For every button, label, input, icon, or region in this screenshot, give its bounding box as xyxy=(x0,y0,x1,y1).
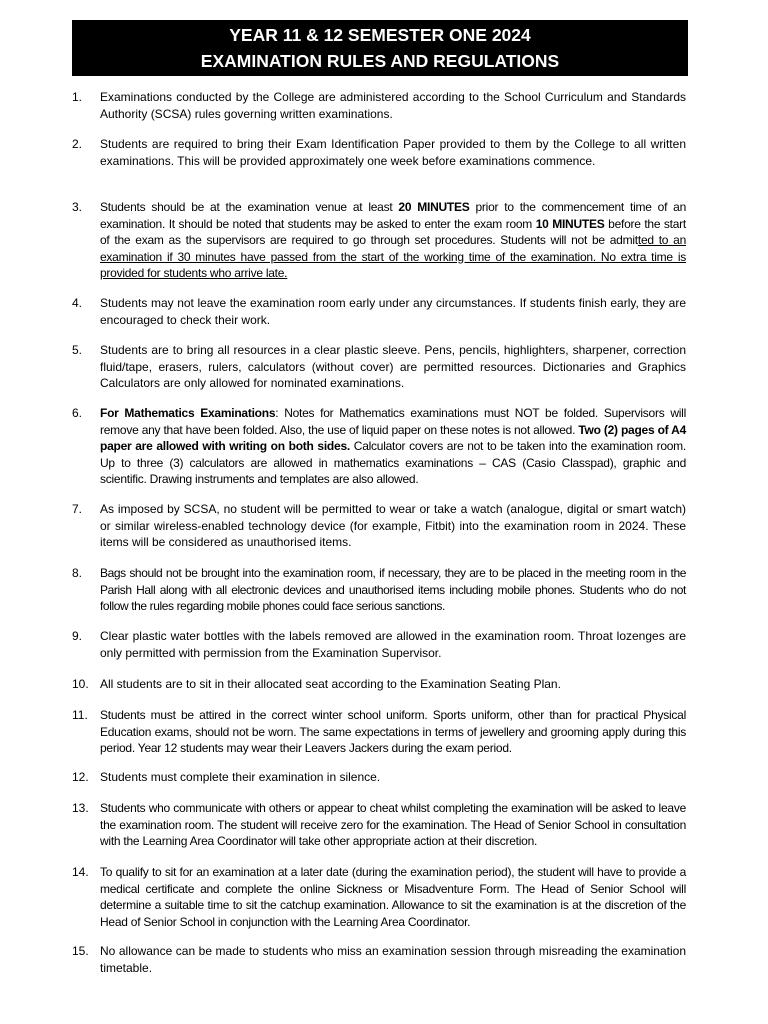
rule-number: 8. xyxy=(72,566,83,580)
rule-text: Students must complete their examination in silence. xyxy=(100,770,381,784)
rule-text-part: : Notes for Mathematics examinations must NOT be folded. Supervisors will remove any that have been folded. Also, the use of liquid paper on these notes is not allowed. xyxy=(100,406,686,437)
rule-number: 11. xyxy=(72,708,88,722)
rule-number: 3. xyxy=(72,200,83,214)
rule-text-part: prior to the commencement time of an examination. It should be noted that students may be asked to enter the exam room xyxy=(100,200,686,231)
rule-number: 4. xyxy=(72,296,83,310)
rule-text: Clear plastic water bottles with the labels removed are allowed in the examination room. Throat lozenges are only permitted with permission from the Examination Supervisor. xyxy=(100,629,686,660)
rule-text: Examinations conducted by the College are administered according to the School Curriculum and Standards Authority (SCSA) rules governing written examinations. xyxy=(100,90,686,121)
rule-number: 6. xyxy=(72,406,83,420)
rule-number: 12. xyxy=(72,770,89,784)
emphasis-arrival-time: 20 MINUTES xyxy=(398,200,470,214)
rule-text: Students are to bring all resources in a clear plastic sleeve. Pens, pencils, highlighters, sharpener, correction fluid/tape, erasers, rulers, calculators (without cover) are permitted resources. Dictionaries and Graphics Calculators are only allowed for nominated examinations. xyxy=(100,343,686,390)
rule-text-part: before the start of the exam as the supervisors are required to go through set procedures. Students will not be admit xyxy=(100,216,687,247)
rule-number: 15. xyxy=(72,944,89,958)
rule-text: All students are to sit in their allocated seat according to the Examination Seating Plan. xyxy=(100,677,561,691)
rule-text: No allowance can be made to students who miss an examination session through misreading the examination timetable. xyxy=(100,944,686,975)
rule-number: 13. xyxy=(72,801,89,815)
title-line-1: YEAR 11 & 12 SEMESTER ONE 2024 xyxy=(229,25,531,45)
rule-number: 1. xyxy=(72,90,83,104)
rule-number: 7. xyxy=(72,502,83,516)
rule-number: 2. xyxy=(72,137,83,151)
rule-text xyxy=(100,199,686,282)
rule-text: Students are required to bring their Exam Identification Paper provided to them by the College to all written examinations. This will be provided approximately one week before examinations commence. xyxy=(100,137,686,168)
rule-text: Students must be attired in the correct winter school uniform. Sports uniform, other than for practical Physical Education exams, should not be worn. The same expectations in terms of jewellery and grooming apply during this period. Year 12 students may wear their Leavers Jackers during the exam period. xyxy=(100,708,686,755)
rule-text-part: Calculator covers are not to be taken into the examination room. Up to three (3) calculators are allowed in mathematics examinations – CAS (Casio Classpad), graphic and scientific. Drawing instruments and templates are also allowed. xyxy=(100,439,687,486)
rule-number: 14. xyxy=(72,865,89,879)
emphasis-a4-pages: Two (2) pages of A4 paper are allowed with writing on both sides. xyxy=(100,422,686,453)
rule-number: 9. xyxy=(72,629,83,643)
rule-text-part: Students should be at the examination venue at least xyxy=(100,200,399,214)
rule-text: Students who communicate with others or appear to cheat whilst completing the examination will be asked to leave the examination room. The student will receive zero for the examination. The Head of Senior School in consultation with the Learning Area Coordinator will take other appropriate action at their discretion. xyxy=(100,801,686,848)
title-line-2: EXAMINATION RULES AND REGULATIONS xyxy=(200,51,560,71)
rule-number: 5. xyxy=(72,343,83,357)
underlined-late-arrival-text: ted to an examination if 30 minutes have passed from the start of the working time of the examination. No extra time is provided for students who arrive late. xyxy=(100,233,686,280)
rule-text: As imposed by SCSA, no student will be permitted to wear or take a watch (analogue, digital or smart watch) or similar wireless-enabled technology device (for example, Fitbit) into the examination room in 2024. These items will be considered as unauthorised items. xyxy=(100,502,686,549)
rule-text xyxy=(100,405,686,488)
rule-text: Bags should not be brought into the examination room, if necessary, they are to be placed in the meeting room in the Parish Hall along with all electronic devices and unauthorised items including mobile phones. Students who do not follow the rules regarding mobile phones could face serious sanctions. xyxy=(100,566,686,613)
rule-number: 10. xyxy=(72,677,89,691)
rule-text: Students may not leave the examination room early under any circumstances. If students finish early, they are encouraged to check their work. xyxy=(100,296,686,327)
emphasis-entry-time: 10 MINUTES xyxy=(535,216,605,231)
emphasis-mathematics-heading: For Mathematics Examinations xyxy=(100,406,276,420)
rule-text: To qualify to sit for an examination at a later date (during the examination period), the student will have to provide a medical certificate and complete the online Sickness or Misadventure Form. The Head of Senior School will determine a suitable time to sit the catchup examination. Allowance to sit the examination is at the discretion of the Head of Senior School in conjunction with the Learning Area Coordinator. xyxy=(100,865,686,929)
